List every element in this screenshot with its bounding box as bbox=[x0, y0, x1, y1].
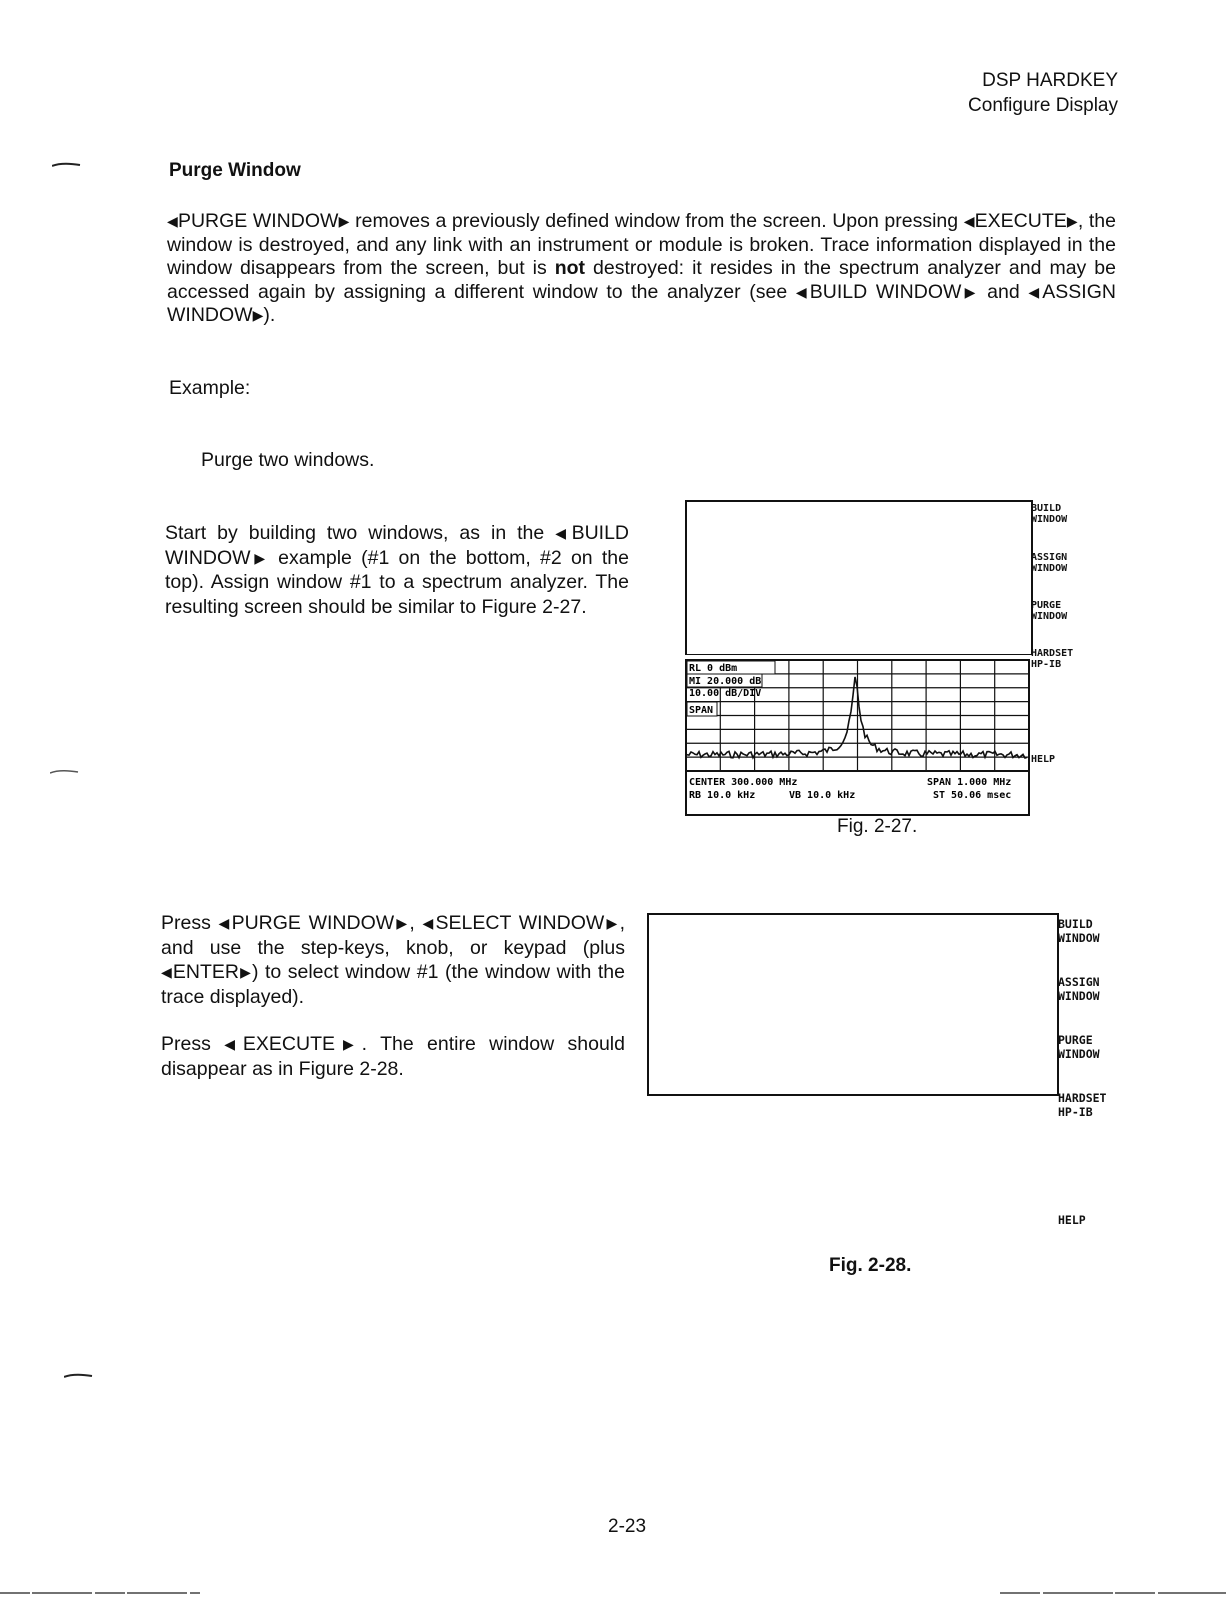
key-purge-window: PURGE WINDOW bbox=[231, 912, 395, 934]
key-build-window: BUILD WINDOW bbox=[165, 522, 629, 569]
fig27-rl-readout: RL 0 dBm bbox=[689, 663, 738, 674]
right-triangle-icon: ▶ bbox=[335, 1036, 362, 1052]
example-task: Purge two windows. bbox=[201, 449, 375, 471]
fig27-softkey-hardset-hpib: HARDSET HP-IB bbox=[1031, 648, 1074, 670]
page-number: 2-23 bbox=[608, 1516, 647, 1537]
fig27-span-label: SPAN bbox=[689, 705, 714, 716]
fig28-softkey-help: HELP bbox=[1058, 1213, 1086, 1227]
page-header bbox=[968, 68, 1118, 118]
margin-mark-2 bbox=[50, 769, 80, 775]
right-triangle-icon: ▶ bbox=[338, 213, 350, 229]
left-triangle-icon: ◀ bbox=[1028, 283, 1043, 300]
fig27-center-readout: CENTER 300.000 MHz bbox=[689, 777, 798, 788]
fig27-rb-readout: RB 10.0 kHz bbox=[689, 790, 756, 801]
right-triangle-icon: ▶ bbox=[961, 283, 979, 300]
right-triangle-icon: ▶ bbox=[250, 549, 269, 566]
fig27-scale-readout: 10.00 dB/DIV bbox=[689, 688, 762, 699]
key-execute: EXECUTE bbox=[242, 1033, 336, 1055]
fig27-st-readout: ST 50.06 msec bbox=[933, 790, 1012, 801]
fig28-softkey-hardset-hpib: HARDSET HP-IB bbox=[1058, 1091, 1107, 1119]
right-triangle-icon: ▶ bbox=[394, 915, 410, 931]
fig27-softkey-help: HELP bbox=[1031, 754, 1056, 765]
right-triangle-icon: ▶ bbox=[238, 964, 252, 980]
fig27-caption: Fig. 2-27. bbox=[837, 816, 918, 837]
section-title: Purge Window bbox=[169, 160, 301, 181]
fig27-span-readout: SPAN 1.000 MHz bbox=[927, 777, 1012, 788]
header-line-2: Configure Display bbox=[968, 95, 1118, 116]
example-label: Example: bbox=[169, 377, 251, 399]
key-purge-window: PURGE WINDOW bbox=[177, 210, 339, 232]
key-assign-window: ASSIGN WINDOW bbox=[167, 280, 1116, 326]
fig28-remaining-window bbox=[647, 913, 1059, 1096]
left-triangle-icon: ◀ bbox=[167, 213, 178, 229]
key-enter: ENTER bbox=[172, 961, 239, 983]
right-triangle-icon: ▶ bbox=[604, 915, 620, 931]
key-select-window: SELECT WINDOW bbox=[435, 912, 605, 934]
left-triangle-icon: ◀ bbox=[218, 915, 232, 931]
fig27-softkey-purge-window: PURGE WINDOW bbox=[1031, 600, 1068, 622]
left-triangle-icon: ◀ bbox=[555, 525, 572, 541]
fig27-vb-readout: VB 10.0 kHz bbox=[789, 790, 856, 801]
margin-mark-1 bbox=[52, 162, 82, 168]
left-triangle-icon: ◀ bbox=[224, 1036, 243, 1052]
fig28-softkey-build-window: BUILD WINDOW bbox=[1058, 917, 1100, 945]
left-triangle-icon: ◀ bbox=[963, 213, 975, 229]
step-1-text: Start by building two windows, as in the ◀BUILD WINDOW▶ example (#1 on the bottom, #2 on the top). Assign window #1 to a spectrum analyzer. The resulting screen should be similar to Figure 2-27. bbox=[165, 522, 629, 618]
fig27-spectrum-window bbox=[685, 659, 1105, 819]
fig28-softkey-assign-window: ASSIGN WINDOW bbox=[1058, 975, 1100, 1003]
step-3-text: Press ◀EXECUTE▶. The entire window should disappear as in Figure 2-28. bbox=[161, 1033, 625, 1080]
fig27-upper-window bbox=[685, 500, 1033, 655]
fig27-softkey-assign-window: ASSIGN WINDOW bbox=[1031, 552, 1068, 574]
fig27-softkey-build-window: BUILD WINDOW bbox=[1031, 503, 1068, 525]
margin-mark-3 bbox=[64, 1373, 94, 1379]
step-2-text: Press ◀PURGE WINDOW▶, ◀SELECT WINDOW▶, and use the step-keys, knob, or keypad (plus ◀ENTER▶) to select window #1 (the window with the trace displayed). bbox=[161, 912, 625, 1008]
left-triangle-icon: ◀ bbox=[795, 283, 810, 300]
key-execute: EXECUTE bbox=[974, 210, 1067, 232]
header-line-1: DSP HARDKEY bbox=[982, 70, 1118, 91]
emphasis-not: not bbox=[554, 257, 586, 279]
intro-paragraph: ◀PURGE WINDOW▶ removes a previously defined window from the screen. Upon pressing ◀EXECUTE▶, the window is destroyed, and any link with an instrument or module is broken. Trace information displayed in the window disappears from the screen, but is not destroyed: it resides in the spectrum analyzer and may be accessed again by assigning a different window to the analyzer (see ◀BUILD WINDOW▶ and ◀ASSIGN WINDOW▶). bbox=[167, 210, 1116, 326]
fig28-caption: Fig. 2-28. bbox=[829, 1255, 912, 1276]
left-triangle-icon: ◀ bbox=[161, 964, 173, 980]
key-build-window: BUILD WINDOW bbox=[809, 280, 962, 303]
bottom-edge-line bbox=[0, 1592, 1226, 1594]
fig27-marker-readout: MI 20.000 dB bbox=[689, 676, 762, 687]
right-triangle-icon: ▶ bbox=[252, 307, 264, 323]
fig28-softkey-purge-window: PURGE WINDOW bbox=[1058, 1033, 1100, 1061]
left-triangle-icon: ◀ bbox=[422, 915, 436, 931]
right-triangle-icon: ▶ bbox=[1066, 213, 1078, 229]
